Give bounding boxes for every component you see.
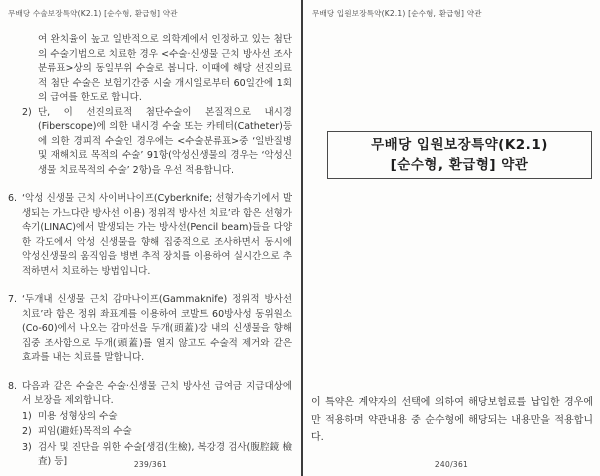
rider-note-paragraph: 이 특약은 계약자의 선택에 의하여 해당보험료를 납입한 경우에만 적용하며 약관내용 중 순수형에 해당되는 내용만을 적용합니다.	[311, 397, 593, 443]
sub-item-2	[22, 106, 292, 179]
sub-item-2-text: 단, 이 선진의료적 첨단수술이 본질적으로 내시경(Fiberscope)에 의한 내시경 수술 또는 카테터(Catheter)등에 의한 경피적 수술인 경우에는 <수술분류표>중 ‘일반질병 및 재해치료 목적의 수술’ 91항(악성신생물의 경우는 ‘악성신생물 치료목적의 수술’ 2항)을 우선 적용합니다.	[38, 106, 292, 176]
page-right-number: 240/361	[434, 460, 469, 469]
page-left-number: 239/361	[133, 460, 168, 469]
page-right-header: 무배당 입원보장특약(K2.1) [순수형, 환급형] 약관	[312, 9, 482, 18]
item-6-text: ‘악성 신생물 근치 사이버나이프(Cyberknife; 선형가속기에서 발생되는 가느다란 방사선 이용) 정위적 방사선 치료’라 함은 선형가속기(LINAC)에서 발생되는 가는 방사선(Pencil beam)들을 다양한 각도에서 악성 신생물을 향해 집중적으로 조사하면서 동시에 악성신생물의 움직임을 병변 추적 장치를 이용하여 실시간으로 추적하면서 치료하는 방법입니다.	[22, 193, 292, 277]
rider-title-box	[327, 131, 592, 179]
rider-title-line2: [순수형, 환급형] 약관	[390, 157, 529, 173]
item-8-sub-2-text: 피임(避妊)목적의 수술	[38, 426, 132, 437]
item-8-sub-3-text: 검사 및 진단을 위한 수술[생검(生檢), 복강경 검사(腹腔鏡 檢査) 등]	[38, 441, 292, 467]
continuation-text: 여 완치율이 높고 일반적으로 의학계에서 인정하고 있는 첨단의 수술기법으로 치료한 경우 <수술·신생물 근치 방사선 조사분류표>상의 동일부위 수술로 봅니다. 이때에 해당 선진의료적 첨단 수술은 보험기간중 시술 개시일로부터 60일간에 1회의 급여를 한도로 합니다.	[38, 34, 292, 103]
rider-title-line1: 무배당 입원보장특약(K2.1)	[371, 137, 548, 153]
item-7-text: ‘두개내 신생물 근치 감마나이프(Gammaknife) 정위적 방사선 치료’라 함은 정위 좌표계를 이용하여 코발트 60방사성 동위원소(Co-60)에서 나오는 감마선을 두개(頭蓋)강 내의 신생물을 향해 집중 조사함으로 두개(頭蓋)를 열지 않고도 수술적 제거와 같은 효과를 내는 치료를 말합니다.	[22, 294, 292, 363]
item-6	[8, 192, 292, 279]
item-6-marker: 6.	[8, 193, 18, 204]
item-7	[8, 293, 292, 366]
item-8-sub-2	[22, 425, 292, 440]
page-right	[301, 0, 600, 476]
item-8-marker: 8.	[8, 380, 18, 392]
page-left-body	[8, 33, 292, 470]
sub-item-2-marker: 2)	[22, 106, 32, 118]
item-8-sub-1-marker: 1)	[22, 410, 32, 422]
item-8-text: 다음과 같은 수술은 수술·신생물 근치 방사선 급여금 지급대상에서 보장을 제외합니다.	[22, 380, 292, 406]
item-7-marker: 7.	[8, 294, 18, 305]
continuation-paragraph	[38, 33, 292, 106]
item-8-sub-3-marker: 3)	[22, 441, 32, 453]
item-8-sub-1-text: 미용 성형상의 수술	[38, 410, 118, 422]
item-8-sub-1	[22, 410, 292, 425]
page-left-header: 무배당 수술보장특약(K2.1) [순수형, 환급형] 약관	[8, 9, 178, 18]
item-8-sub-2-marker: 2)	[22, 426, 32, 437]
item-8	[8, 380, 292, 409]
